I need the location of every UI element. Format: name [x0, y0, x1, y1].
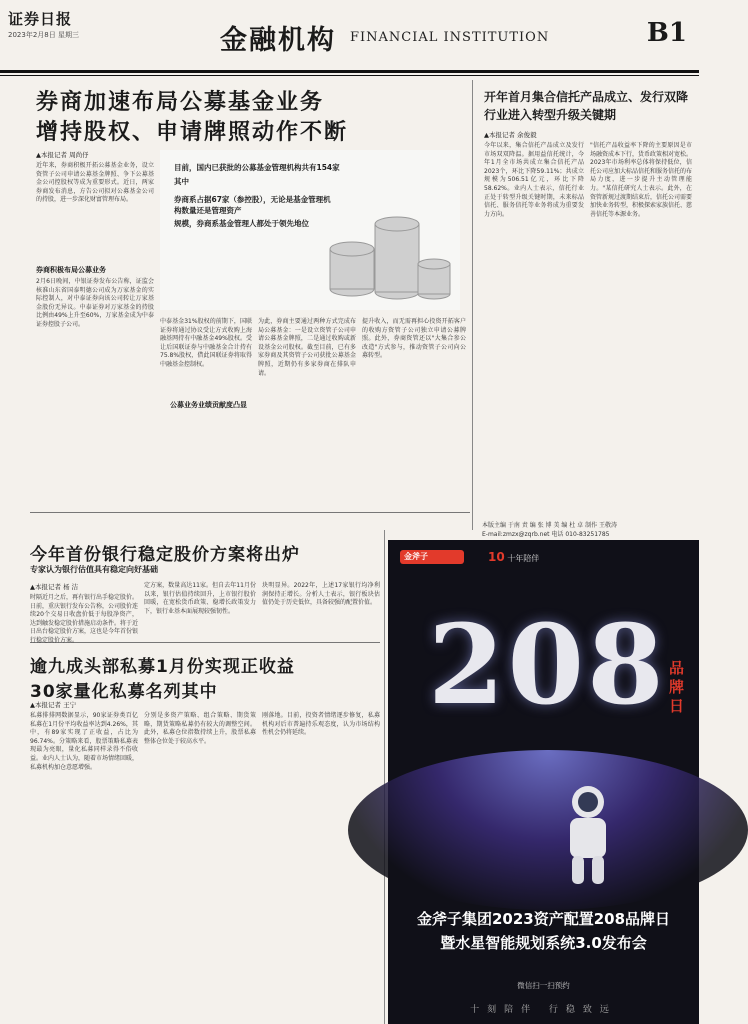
headline-line: 逾九成头部私募1月份实现正收益 — [30, 657, 295, 677]
astronaut-icon — [548, 780, 628, 890]
article4-body: 分别是多资产策略、组合策略、期货策略，期货策略私募仍有较大的调整空间。此外，私募仓位指数持续上升，股票私募整体仓位处于较高水平。 — [144, 712, 256, 745]
article3-headline: 今年首份银行稳定股价方案将出炉 — [30, 545, 300, 565]
anniversary-text: 十年陪伴 — [507, 554, 540, 563]
article2-byline: ▲本报记者 余俊毅 — [484, 131, 537, 139]
article4-body: 私募排排网数据显示，90家证券类百亿私募在1月份平均收益率达到4.26%，其中，有89家实现了正收益，占比为96.74%。分策略来看，股票策略私募表现最为亮眼，量化私募同样录得不俗收益。业内人士认为，随着市场情绪回暖，私募机构加仓意愿增强。 — [30, 712, 139, 771]
headline-line: 30家量化私募名列其中 — [30, 682, 218, 702]
headline-line: 券商加速布局公募基金业务 — [36, 90, 325, 115]
column-divider — [472, 80, 473, 530]
article1-headline — [36, 88, 456, 148]
editor-credit — [482, 520, 692, 538]
anniversary-number: 10 — [488, 550, 505, 564]
ad-title: 金斧子集团2023资产配置208品牌日 — [416, 910, 671, 928]
newspaper-logo: 证券日报 — [8, 10, 73, 28]
article4-body: 刚落地。目前，投资者情绪逐步修复，私募机构对后市普遍持乐观态度，认为市场结构性机会仍将延续。 — [262, 712, 380, 737]
article1-body: 近年来，券商积极开拓公募基金业务，设立资管子公司申请公募基金牌照、争下公募基金公司控股权等成为重要形式。近日，两家券商发布消息，方告公司拟对公募基金公司的持股，进一步深化财富管理布局。 — [36, 162, 154, 204]
section-title: 金融机构 — [220, 25, 336, 56]
ad-slogan: 十刻陪伴 行稳致远 — [470, 1005, 617, 1015]
headline-line: 增持股权、申请牌照动作不断 — [36, 120, 349, 145]
section-divider — [30, 512, 470, 513]
article1-body: 提升收入，而无需再担心投资开拓客户的收购方资管子公司独立申请公募牌照。此外，券商资管还以"大集合参公改造"方式参与，推动资管子公司向公募转型。 — [362, 318, 466, 360]
feature-graphic — [160, 150, 460, 310]
article2-body: "信托产品收益率下降的主要原因是市场融资成本下行，货币政策相对宽松。2023年市场利率总体将保持低位，信托公司应加大标品信托和服务信托的布局力度，进一步提升主动管理能力。"某信托研究人士表示。此外，在资管新规过渡期结束后，信托公司需要加快业务转型，积极探索家族信托、慈善信托等本源业务。 — [590, 142, 693, 218]
advertisement[interactable] — [388, 540, 699, 1024]
article1-subhead: 公募业务业绩贡献度凸显 — [170, 401, 247, 409]
ad-title: 暨水星智能规划系统3.0发布会 — [440, 934, 647, 952]
masthead-rule — [0, 70, 699, 73]
article2-body: 今年以来，集合信托产品成立及发行市场双双降温。据用益信托统计，今年1月全市场共成立集合信托产品2023个，环比下降59.11%；共成立规模为506.51亿元，环比下降58.62%。业内人士表示，信托行业正处于转型升级关键时期，未来标品信托、服务信托等业务将成为重要发力方向。 — [484, 142, 584, 218]
article1-body: 2月6日晚间，中银证券发布公告称，证监会核准山东省国泰明德公司成为万家基金的实际控制人，对中泰证券向该公司转让万家基金股份无异议。中泰证券对万家基金的持股比例由49%上升至60%，万家基金成为中泰证券控股子公司。 — [36, 278, 154, 328]
ad-big-number: 208 — [428, 600, 667, 729]
ad-anniversary — [488, 550, 539, 564]
page-number: B1 — [646, 18, 687, 48]
issue-date: 2023年2月8日 星期三 — [8, 31, 79, 39]
article3-byline: ▲本报记者 杨 洁 — [30, 583, 79, 591]
article3-body: 块明显异。2022年，上述17家银行均净利润保持正增长。分析人士表示，银行板块估值仍处于历史低位，具备较强的配置价值。 — [262, 582, 380, 607]
article1-byline: ▲本报记者 周尚伃 — [36, 151, 89, 159]
editor-contact: E-mail:zmzx@zqrb.net 电话 010-83251785 — [482, 531, 610, 538]
section-divider — [30, 642, 380, 643]
article1-body: 为此，券商主要通过两种方式完成布局公募基金：一是设立资管子公司申请公募基金牌照，二是通过收购或新设基金公司股权。截至目前，已有多家券商及其资管子公司获批公募基金牌照，近期仍有多家券商在排队申请。 — [258, 318, 356, 377]
article4-byline: ▲本报记者 王宁 — [30, 701, 77, 709]
ad-brand-logo: 金斧子 — [400, 550, 464, 564]
masthead — [0, 0, 699, 80]
article1-body: 中泰基金31%股权的前期下，国联证券将通过协议受让方式收购上海融基网持有中融基金49%股权。受让后国联证券与中融基金合计持有75.8%股权，借此国联证券将取得中融基金控制权。 — [160, 318, 252, 368]
article3-body: 时隔近月之后，再有银行出手稳定股价。日前，重庆银行发布公告称，公司股价连续20个交易日收盘价低于每股净资产，达到触发稳定股价措施启动条件。将于近日出台稳定股价方案，这也是今年首份银行稳定股价方案。 — [30, 594, 139, 644]
feature-line: 券商系占据67家（参控股），无论是基金管理机构数量还是管理资产 — [174, 195, 331, 215]
ad-vertical-text: 品牌日 — [667, 660, 685, 717]
feature-line: 目前，国内已获批的公募基金管理机构共有154家 — [174, 163, 340, 172]
article3-subhead: 专家认为银行估值具有稳定向好基础 — [30, 565, 158, 574]
ad-scan-prompt[interactable]: 微信扫一扫预约 — [517, 981, 570, 990]
masthead-rule-thin — [0, 75, 699, 76]
article2-headline: 开年首月集合信托产品成立、发行双降 行业进入转型升级关键期 — [484, 90, 689, 122]
article3-body: 定方案，数量高达11家。但自去年11月份以来，银行估值持续回升，上市银行股价回暖，在宽松货币政策、稳增长政策发力下，银行业基本面展现较强韧性。 — [144, 582, 256, 615]
column-divider — [384, 530, 385, 1024]
feature-line: 规模，券商系基金管理人都处于领先地位 — [174, 219, 309, 228]
section-title-en: FINANCIAL INSTITUTION — [350, 30, 550, 45]
feature-line: 其中 — [174, 177, 189, 186]
coin-stack-illustration — [322, 194, 452, 304]
editor-line: 本版主编 于南 责 编 张 博 美 编 杜 卓 制作 王敬涛 — [482, 522, 617, 529]
article4-headline — [30, 652, 295, 702]
article1-subhead: 券商积极布局公募业务 — [36, 266, 106, 274]
